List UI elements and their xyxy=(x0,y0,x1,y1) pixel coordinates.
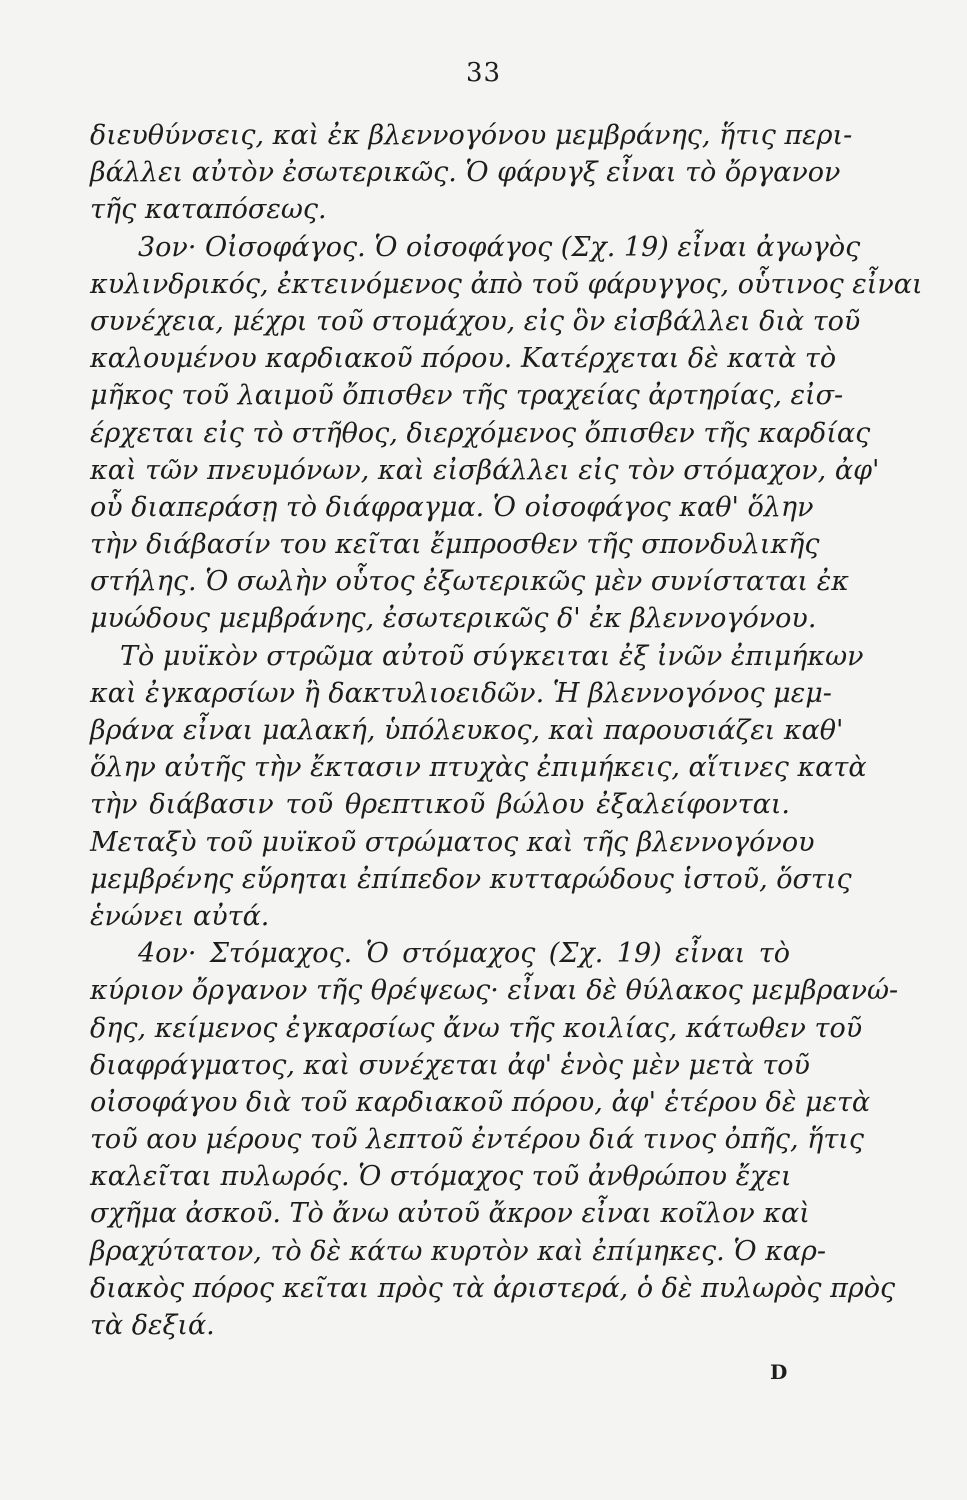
text-line: καλουμένου καρδιακοῦ πόρου. Κατέρχεται δὲ κατὰ τὸ xyxy=(90,343,837,375)
text-line: Μεταξὺ τοῦ μυϊκοῦ στρώματος καὶ τῆς βλεννογόνου xyxy=(90,826,815,858)
text-line: οὗ διαπεράσῃ τὸ διάφραγμα. Ὁ οἰσοφάγος καθ' ὅλην xyxy=(90,491,814,523)
text-line: μυώδους μεμβράνης, ἐσωτερικῶς δ' ἐκ βλεννογόνου. xyxy=(90,603,817,635)
text-line: μῆκος τοῦ λαιμοῦ ὄπισθεν τῆς τραχείας ἀρτηρίας, εἰσ- xyxy=(90,380,844,412)
body-text xyxy=(90,117,923,1344)
text-line: τὰ δεξιά. xyxy=(90,1310,215,1341)
text-line: δης, κείμενος ἐγκαρσίως ἄνω τῆς κοιλίας, κάτωθεν τοῦ xyxy=(90,1012,863,1044)
text-line: συνέχεια, μέχρι τοῦ στομάχου, εἰς ὃν εἰσβάλλει διὰ τοῦ xyxy=(90,305,861,337)
text-line: διαφράγματος, καὶ συνέχεται ἀφ' ἑνὸς μὲν μετὰ τοῦ xyxy=(90,1049,810,1081)
text-line: μεμβρένης εὕρηται ἐπίπεδον κυτταρώδους ἱστοῦ, ὅστις xyxy=(90,863,852,895)
text-line: διευθύνσεις, καὶ ἐκ βλεννογόνου μεμβράνης, ἥτις περι- xyxy=(90,120,853,151)
text-line: κυλινδρικός, ἐκτεινόμενος ἀπὸ τοῦ φάρυγγος, οὗτινος εἶναι xyxy=(90,268,923,300)
text-line: στήλης. Ὁ σωλὴν οὗτος ἐξωτερικῶς μὲν συνίσταται ἐκ xyxy=(90,566,849,598)
text-line: έρχεται εἰς τὸ στῆθος, διερχόμενος ὄπισθεν τῆς καρδίας xyxy=(90,417,871,449)
page-number: 33 xyxy=(465,58,502,88)
text-line: κύριον ὄργανον τῆς θρέψεως· εἶναι δὲ θύλακος μεμβρανώ- xyxy=(90,975,899,1007)
text-line: οἰσοφάγου διὰ τοῦ καρδιακοῦ πόρου, ἀφ' ἑτέρου δὲ μετὰ xyxy=(90,1086,871,1118)
text-line: τῆς καταπόσεως. xyxy=(90,194,327,226)
paragraph-start-line: Τὸ μυϊκὸν στρῶμα αὐτοῦ σύγκειται ἐξ ἰνῶν ἐπιμήκων xyxy=(120,640,864,672)
text-line: σχῆμα ἀσκοῦ. Τὸ ἄνω αὐτοῦ ἄκρον εἶναι κοῖλον καὶ xyxy=(90,1198,810,1230)
text-line: διακὸς πόρος κεῖται πρὸς τὰ ἀριστερά, ὁ δὲ πυλωρὸς πρὸς xyxy=(90,1272,896,1304)
text-line: ὅλην αὐτῆς τὴν ἔκτασιν πτυχὰς ἐπιμήκεις, αἵτινες κατὰ xyxy=(90,752,867,784)
section-heading-line: 4ον· Στόμαχος. Ὁ στόμαχος (Σχ. 19) εἶναι τὸ xyxy=(138,938,790,970)
text-line: τὴν διάβασίν του κεῖται ἔμπροσθεν τῆς σπονδυλικῆς xyxy=(90,529,820,561)
text-line: τὴν διάβασιν τοῦ θρεπτικοῦ βώλου ἐξαλείφονται. xyxy=(90,789,790,821)
text-line: τοῦ αου μέρους τοῦ λεπτοῦ ἐντέρου διά τινος ὀπῆς, ἥτις xyxy=(90,1124,864,1156)
section-heading-line: 3ον· Οἰσοφάγος. Ὁ οἰσοφάγος (Σχ. 19) εἶναι ἀγωγὸς xyxy=(138,231,861,263)
text-line: καὶ ἐγκαρσίων ἢ δακτυλιοειδῶν. Ἡ βλεννογόνος μεμ- xyxy=(90,677,832,709)
text-line: βραχύτατον, τὸ δὲ κάτω κυρτὸν καὶ ἐπίμηκες. Ὁ καρ- xyxy=(90,1235,827,1267)
text-line: καὶ τῶν πνευμόνων, καὶ εἰσβάλλει εἰς τὸν στόμαχον, ἀφ' xyxy=(90,454,880,486)
text-line: ἑνώνει αὐτά. xyxy=(90,900,270,932)
text-line: βάλλει αὐτὸν ἐσωτερικῶς. Ὁ φάρυγξ εἶναι τὸ ὄργανον xyxy=(90,157,841,189)
text-line: βράνα εἶναι μαλακή, ὑπόλευκος, καὶ παρουσιάζει καθ' xyxy=(90,715,844,746)
signature-mark: D xyxy=(770,1360,788,1384)
text-line: καλεῖται πυλωρός. Ὁ στόμαχος τοῦ ἀνθρώπου ἔχει xyxy=(90,1161,792,1193)
